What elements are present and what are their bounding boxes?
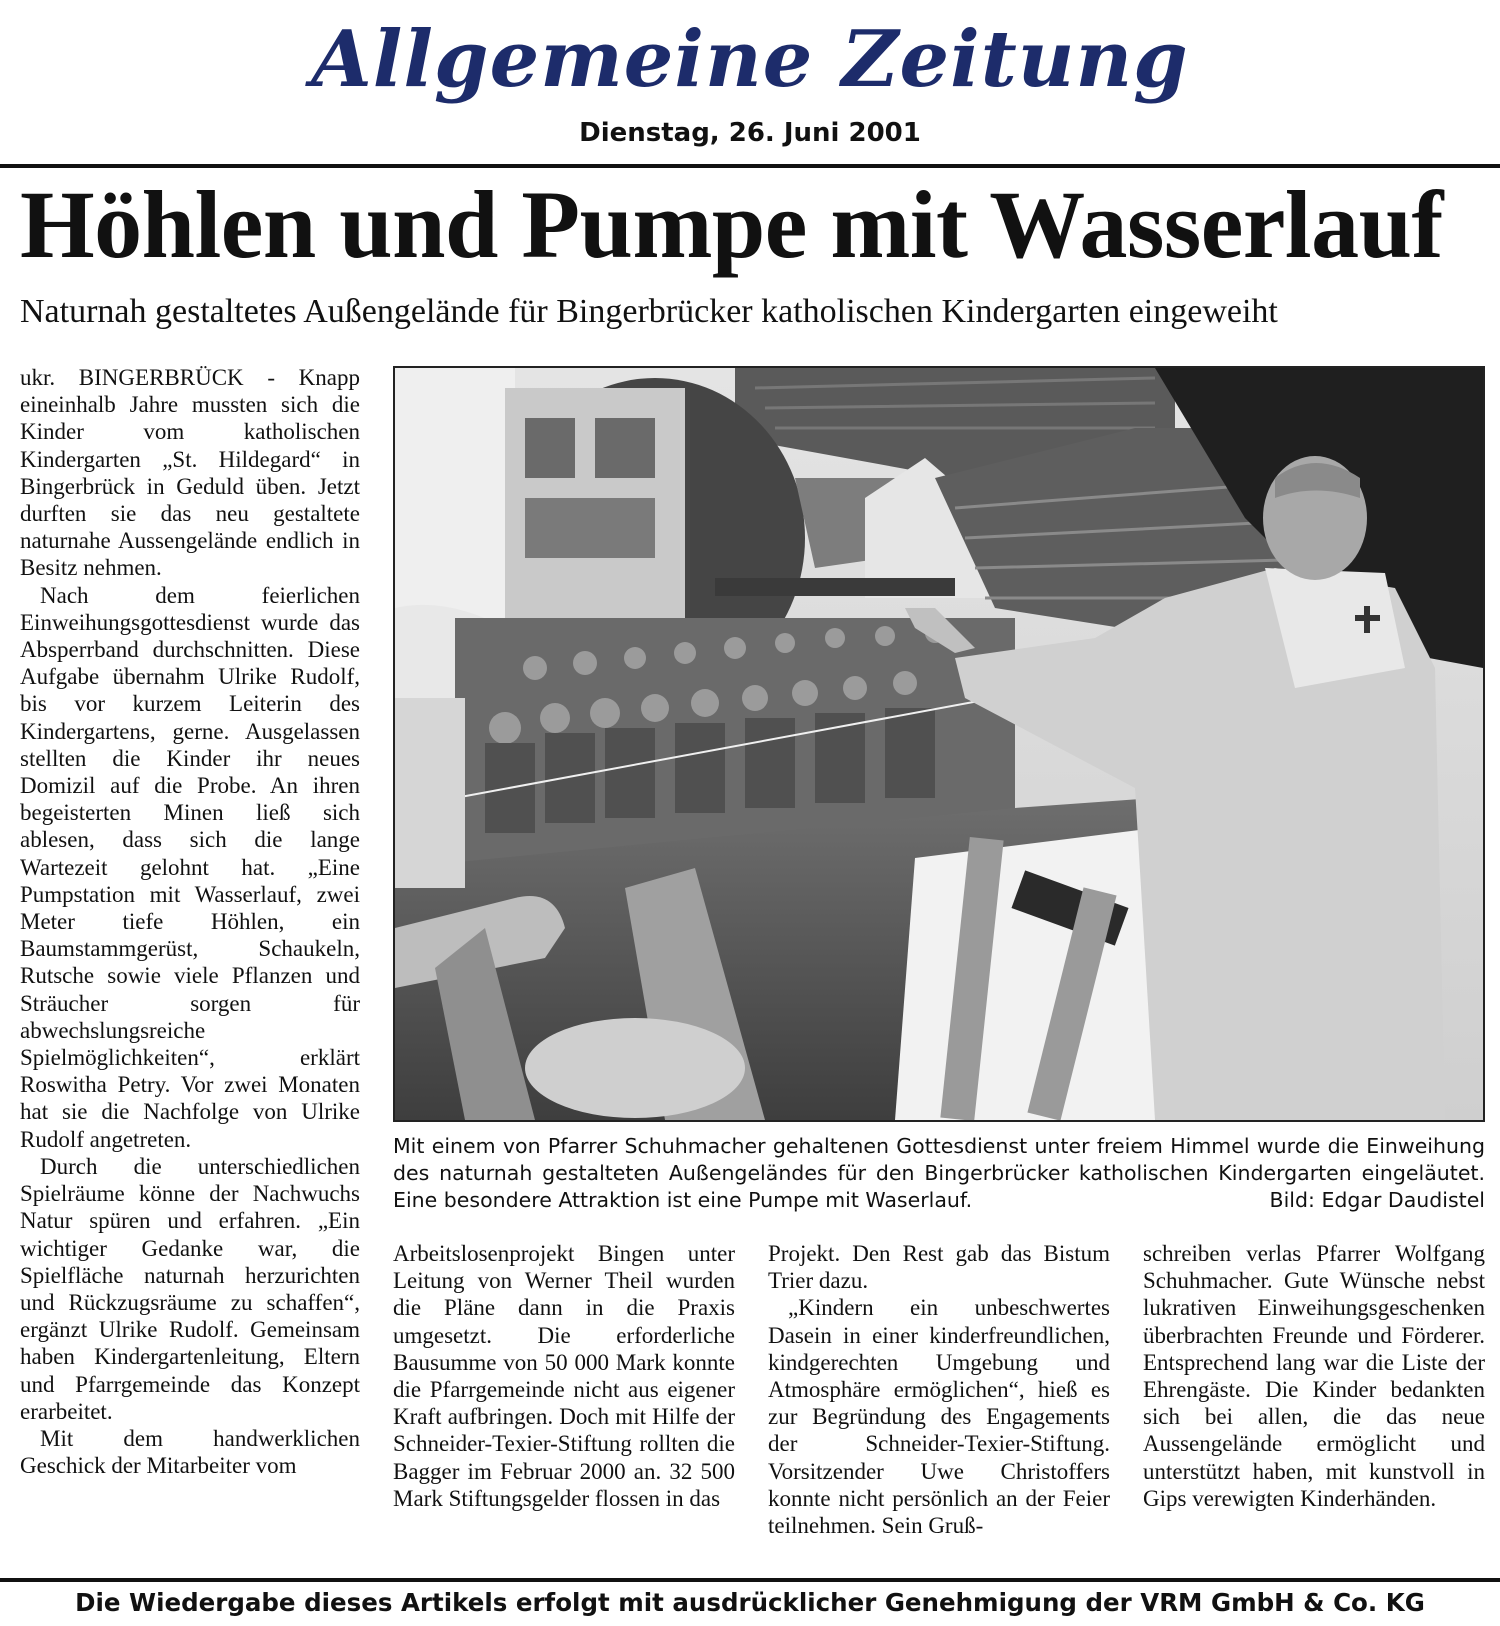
photo-illustration (395, 368, 1483, 1120)
paragraph: Projekt. Den Rest gab das Bistum Trier dazu. (768, 1241, 1110, 1294)
issue-date: Dienstag, 26. Juni 2001 (579, 118, 921, 148)
photo-credit: Bild: Edgar Daudistel (1269, 1188, 1485, 1212)
paragraph: Arbeitslosenprojekt Bingen unter Leitung von Werner Theil wurden die Pläne dann in die Praxis umgesetzt. Die erforderliche Bausumme von 50 000 Mark konnte die Pfarrgemeinde nicht aus eigener Kraft aufbringen. Doch mit Hilfe der Schneider-Texier-Stiftung rollten die Bagger im Februar 2000 an. 32 500 Mark Stiftungsgelder flossen in das (393, 1241, 735, 1511)
paragraph: schreiben verlas Pfarrer Wolfgang Schuhmacher. Gute Wünsche nebst lukrativen Einweihungsgeschenken überbrachten Freunde und Förderer. Entsprechend lang war die Liste der Ehrengäste. Die Kinder bedankten sich bei allen, die das neue Aussengelände ermöglicht und unterstützt haben, mit kunstvoll in Gips verewigten Kinderhänden. (1143, 1241, 1485, 1511)
article-column-2 (393, 1240, 735, 1512)
article-column-3 (768, 1240, 1110, 1539)
top-rule (0, 164, 1500, 168)
paragraph: Durch die unterschiedlichen Spielräume könne der Nachwuchs Natur spüren und erfahren. „Ein wichtiger Gedanke war, die Spielfläche naturnah herzurichten und Rückzugsräume zu schaffen“, ergänzt Ulrike Rudolf. Gemeinsam haben Kindergartenleitung, Eltern und Pfarrgemeinde das Konzept erarbeitet. (20, 1153, 360, 1424)
paragraph: Mit dem handwerklichen Geschick der Mitarbeiter vom (20, 1425, 360, 1479)
photo-caption (393, 1133, 1485, 1214)
paragraph: „Kindern ein unbeschwertes Dasein in einer kinderfreundlichen, kindgerechten Umgebung und Atmosphäre ermöglichen“, hieß es zur Begründung des Engagements der Schneider-Texier-Stiftung. Vorsitzender Uwe Christoffers konnte nicht persönlich an der Feier teilnehmen. Sein Gruß- (768, 1295, 1110, 1539)
article-subhead: Naturnah gestaltetes Außengelände für Bingerbrücker katholischen Kindergarten eingeweiht (20, 293, 1278, 330)
article-column-1 (20, 364, 360, 1479)
article-photo (393, 366, 1485, 1122)
reprint-notice: Die Wiedergabe dieses Artikels erfolgt mit ausdrücklicher Genehmigung der VRM GmbH & Co. KG (75, 1588, 1425, 1617)
article-headline: Höhlen und Pumpe mit Wasserlauf (20, 171, 1443, 278)
bottom-rule (0, 1578, 1500, 1582)
masthead (0, 0, 1500, 160)
caption-text: Mit einem von Pfarrer Schuhmacher gehaltenen Gottesdienst unter freiem Himmel wurde die Einweihung des naturnah gestalteten Außengeländes für den Bingerbrücker katholischen Kindergarten eingeläutet. Eine besondere Attraktion ist eine Pumpe mit Waserlauf. (393, 1134, 1485, 1212)
article-column-4 (1143, 1240, 1485, 1512)
paragraph: ukr. BINGERBRÜCK - Knapp eineinhalb Jahre mussten sich die Kinder vom katholischen Kindergarten „St. Hildegard“ in Bingerbrück in Geduld üben. Jetzt durften sie das neu gestaltete naturnahe Aussengelände endlich in Besitz nehmen. (20, 365, 360, 581)
paragraph: Nach dem feierlichen Einweihungsgottesdienst wurde das Absperrband durchschnitten. Diese Aufgabe übernahm Ulrike Rudolf, bis vor kurzem Leiterin des Kindergartens, gerne. Ausgelassen stellten die Kinder ihr neues Domizil auf die Probe. An ihren begeisterten Minen ließ sich ablesen, dass sich die lange Wartezeit gelohnt hat. „Eine Pumpstation mit Wasserlauf, zwei Meter tiefe Höhlen, ein Baumstammgerüst, Schaukeln, Rutsche sowie viele Pflanzen und Sträucher sorgen für abwechslungsreiche Spielmöglichkeiten“, erklärt Roswitha Petry. Vor zwei Monaten hat sie die Nachfolge von Ulrike Rudolf angetreten. (20, 582, 360, 1152)
newspaper-logo: Allgemeine Zeitung (311, 14, 1189, 105)
